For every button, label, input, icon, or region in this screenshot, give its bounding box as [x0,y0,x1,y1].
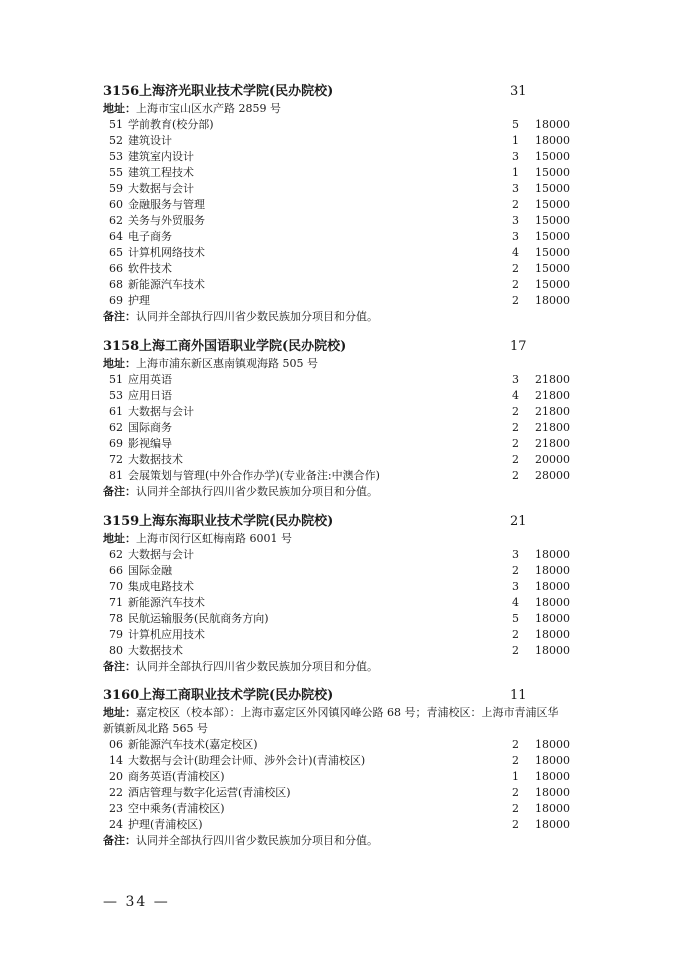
major-fee: 18000 [535,134,570,147]
major-row [103,611,583,627]
major-plan: 3 [512,373,519,386]
major-code: 62 [109,214,123,227]
school-code: 3160 [103,688,140,703]
major-code: 51 [109,118,123,131]
major-plan: 2 [512,628,519,641]
major-name: 商务英语(青浦校区) [128,770,225,783]
major-plan: 2 [512,437,519,450]
major-fee: 15000 [535,278,570,291]
major-code: 53 [109,389,123,402]
major-name: 护理 [128,294,150,307]
address-label: 地址： [103,532,136,545]
major-name: 建筑室内设计 [128,150,194,163]
major-fee: 18000 [535,628,570,641]
major-name: 软件技术 [128,262,172,275]
address-label: 地址： [103,357,136,370]
school-address [103,356,560,372]
major-fee: 15000 [535,182,570,195]
major-name: 大数据与会计 [128,405,194,418]
major-row [103,372,583,388]
major-name: 民航运输服务(民航商务方向) [128,612,269,625]
major-name: 计算机应用技术 [128,628,205,641]
major-name: 学前教育(校分部) [128,118,214,131]
major-plan: 2 [512,294,519,307]
school-code: 3158 [103,339,140,354]
major-code: 06 [109,738,123,751]
note-text: 认同并全部执行四川省少数民族加分项目和分值。 [136,660,378,673]
school-name: 上海工商外国语职业学院(民办院校) [139,339,347,354]
major-plan: 3 [512,150,519,163]
major-fee: 18000 [535,596,570,609]
major-name: 建筑工程技术 [128,166,194,179]
major-code: 69 [109,437,123,450]
major-plan: 3 [512,214,519,227]
major-name: 酒店管理与数字化运营(青浦校区) [128,786,291,799]
major-row [103,547,583,563]
address-text: 嘉定校区（校本部）：上海市嘉定区外冈镇冈峰公路 68 号；青浦校区：上海市青浦区华新镇新凤北路 565 号 [103,706,559,735]
major-plan: 3 [512,182,519,195]
major-row [103,165,583,181]
major-name: 应用英语 [128,373,172,386]
school-note [103,309,583,325]
major-fee: 21800 [535,389,570,402]
major-name: 大数据与会计 [128,548,194,561]
major-row [103,420,583,436]
major-code: 55 [109,166,123,179]
school-block [103,686,583,849]
major-row [103,293,583,309]
school-note [103,659,583,675]
school-address [103,101,560,117]
major-plan: 1 [512,166,519,179]
major-name: 空中乘务(青浦校区) [128,802,225,815]
major-fee: 15000 [535,166,570,179]
school-name: 上海工商职业技术学院(民办院校) [139,688,334,703]
school-note [103,833,583,849]
major-row [103,801,583,817]
school-plan-total: 11 [510,688,527,703]
major-plan: 2 [512,802,519,815]
major-row [103,785,583,801]
major-code: 78 [109,612,123,625]
major-fee: 20000 [535,453,570,466]
major-plan: 1 [512,770,519,783]
school-address [103,531,560,547]
note-label: 备注： [103,485,136,498]
major-code: 24 [109,818,123,831]
major-name: 大数据与会计(助理会计师、涉外会计)(青浦校区) [128,754,366,767]
major-code: 20 [109,770,123,783]
major-fee: 21800 [535,437,570,450]
major-name: 大数据与会计 [128,182,194,195]
major-row [103,117,583,133]
note-text: 认同并全部执行四川省少数民族加分项目和分值。 [136,310,378,323]
major-row [103,149,583,165]
major-row [103,197,583,213]
major-code: 51 [109,373,123,386]
major-plan: 2 [512,818,519,831]
school-block [103,337,583,500]
major-code: 62 [109,548,123,561]
major-row [103,229,583,245]
major-row [103,769,583,785]
major-code: 66 [109,262,123,275]
major-name: 国际商务 [128,421,172,434]
major-plan: 2 [512,469,519,482]
major-fee: 18000 [535,786,570,799]
major-row [103,181,583,197]
major-name: 电子商务 [128,230,172,243]
major-code: 64 [109,230,123,243]
major-fee: 18000 [535,738,570,751]
major-fee: 15000 [535,198,570,211]
major-code: 59 [109,182,123,195]
major-code: 81 [109,469,123,482]
major-plan: 4 [512,246,519,259]
major-fee: 18000 [535,818,570,831]
major-plan: 3 [512,548,519,561]
major-fee: 18000 [535,770,570,783]
major-row [103,737,583,753]
major-code: 70 [109,580,123,593]
major-plan: 3 [512,230,519,243]
major-code: 80 [109,644,123,657]
major-fee: 21800 [535,373,570,386]
major-fee: 21800 [535,421,570,434]
major-fee: 18000 [535,294,570,307]
major-row [103,643,583,659]
major-name: 新能源汽车技术(嘉定校区) [128,738,258,751]
school-header [103,512,583,531]
major-name: 影视编导 [128,437,172,450]
major-row [103,213,583,229]
major-fee: 15000 [535,150,570,163]
major-code: 69 [109,294,123,307]
major-name: 会展策划与管理(中外合作办学)(专业备注:中澳合作) [128,469,380,482]
school-code: 3156 [103,84,140,99]
major-name: 新能源汽车技术 [128,596,205,609]
major-fee: 15000 [535,230,570,243]
major-row [103,817,583,833]
major-name: 应用日语 [128,389,172,402]
major-row [103,579,583,595]
address-label: 地址： [103,706,136,719]
major-fee: 15000 [535,262,570,275]
school-block [103,512,583,675]
major-code: 79 [109,628,123,641]
major-row [103,404,583,420]
school-plan-total: 21 [510,514,527,529]
major-plan: 1 [512,134,519,147]
major-plan: 2 [512,738,519,751]
major-code: 61 [109,405,123,418]
school-header [103,337,583,356]
major-plan: 2 [512,754,519,767]
major-code: 23 [109,802,123,815]
major-plan: 2 [512,453,519,466]
major-fee: 18000 [535,644,570,657]
school-name: 上海东海职业技术学院(民办院校) [139,514,334,529]
major-fee: 15000 [535,214,570,227]
major-code: 65 [109,246,123,259]
school-code: 3159 [103,514,140,529]
major-fee: 15000 [535,246,570,259]
major-code: 14 [109,754,123,767]
major-fee: 18000 [535,548,570,561]
major-code: 22 [109,786,123,799]
major-row [103,563,583,579]
major-name: 金融服务与管理 [128,198,205,211]
major-code: 53 [109,150,123,163]
major-row [103,388,583,404]
major-plan: 5 [512,612,519,625]
note-label: 备注： [103,660,136,673]
major-row [103,627,583,643]
major-plan: 2 [512,564,519,577]
school-block [103,82,583,325]
major-code: 60 [109,198,123,211]
major-row [103,436,583,452]
major-row [103,595,583,611]
major-row [103,133,583,149]
major-name: 计算机网络技术 [128,246,205,259]
major-row [103,753,583,769]
note-text: 认同并全部执行四川省少数民族加分项目和分值。 [136,485,378,498]
major-plan: 4 [512,596,519,609]
major-code: 72 [109,453,123,466]
major-name: 关务与外贸服务 [128,214,205,227]
school-plan-total: 31 [510,84,527,99]
address-label: 地址： [103,102,136,115]
school-plan-total: 17 [510,339,527,354]
major-plan: 2 [512,644,519,657]
major-code: 62 [109,421,123,434]
major-name: 新能源汽车技术 [128,278,205,291]
address-text: 上海市宝山区水产路 2859 号 [136,102,281,115]
major-name: 建筑设计 [128,134,172,147]
school-note [103,484,583,500]
major-fee: 21800 [535,405,570,418]
major-row [103,261,583,277]
major-fee: 18000 [535,612,570,625]
major-code: 66 [109,564,123,577]
major-row [103,245,583,261]
major-code: 68 [109,278,123,291]
school-name: 上海济光职业技术学院(民办院校) [139,84,334,99]
school-address [103,705,560,737]
major-row [103,277,583,293]
major-plan: 5 [512,118,519,131]
major-plan: 2 [512,262,519,275]
major-name: 护理(青浦校区) [128,818,203,831]
major-plan: 2 [512,405,519,418]
school-header [103,686,583,705]
major-fee: 18000 [535,564,570,577]
major-fee: 28000 [535,469,570,482]
note-label: 备注： [103,310,136,323]
major-plan: 2 [512,198,519,211]
note-label: 备注： [103,834,136,847]
major-row [103,468,583,484]
major-fee: 18000 [535,580,570,593]
major-plan: 2 [512,278,519,291]
school-header [103,82,583,101]
page-number: — 34 — [103,894,170,910]
major-plan: 3 [512,580,519,593]
address-text: 上海市闵行区虹梅南路 6001 号 [136,532,292,545]
major-name: 集成电路技术 [128,580,194,593]
address-text: 上海市浦东新区惠南镇观海路 505 号 [136,357,318,370]
major-plan: 4 [512,389,519,402]
major-plan: 2 [512,421,519,434]
major-fee: 18000 [535,754,570,767]
major-code: 71 [109,596,123,609]
major-name: 国际金融 [128,564,172,577]
major-fee: 18000 [535,802,570,815]
major-code: 52 [109,134,123,147]
major-fee: 18000 [535,118,570,131]
major-name: 大数据技术 [128,644,183,657]
major-plan: 2 [512,786,519,799]
note-text: 认同并全部执行四川省少数民族加分项目和分值。 [136,834,378,847]
major-row [103,452,583,468]
major-name: 大数据技术 [128,453,183,466]
